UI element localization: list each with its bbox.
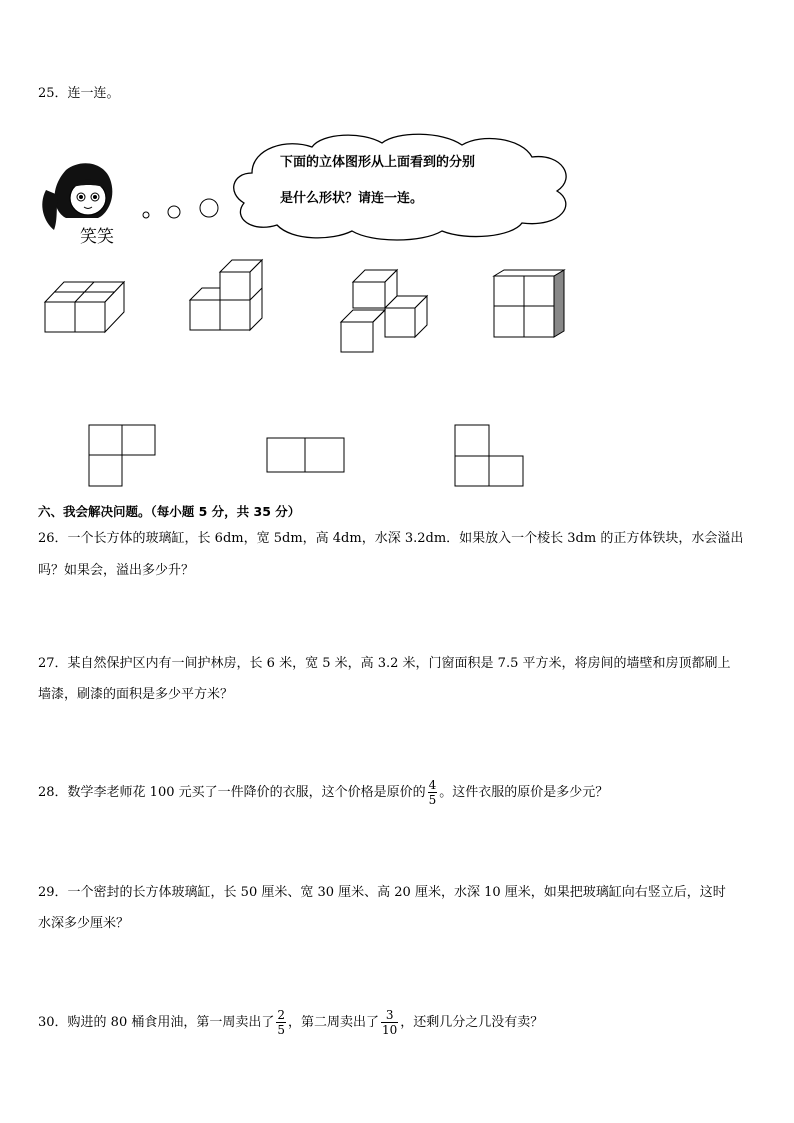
solid-figure-1	[44, 280, 129, 335]
solid-figure-4	[493, 269, 568, 339]
thought-bubble	[222, 133, 582, 241]
bubble-line-1: 下面的立体图形从上面看到的分别	[280, 155, 476, 170]
solid-figure-3	[340, 269, 430, 355]
question-30	[38, 1005, 543, 1041]
question-30-part-1: 30．购进的 80 桶食用油，第一周卖出了	[38, 1015, 275, 1030]
question-30-part-2: ，第二周卖出了	[288, 1015, 380, 1030]
fraction-denominator: 5	[277, 1023, 285, 1037]
top-view-2	[266, 437, 347, 473]
fraction-4-5	[428, 778, 438, 807]
girl-caption: 笑笑	[80, 227, 114, 247]
top-view-3	[454, 424, 526, 488]
question-27-line-1: 27．某自然保护区内有一间护林房，长 6 米，宽 5 米，高 3.2 米，门窗面积是 7.5 平方米，将房间的墙壁和房顶都刷上	[38, 656, 731, 671]
fraction-numerator: 4	[428, 778, 437, 792]
question-28	[38, 775, 608, 811]
bubble-line-2: 是什么形状？请连一连。	[280, 191, 424, 206]
question-25-label: 25．连一连。	[38, 86, 120, 101]
fraction-denominator: 5	[428, 793, 437, 807]
fraction-denominator: 10	[382, 1023, 398, 1037]
fraction-3-10	[381, 1008, 398, 1037]
question-28-text-after: 。这件衣服的原价是多少元？	[439, 785, 609, 800]
thought-dots	[140, 195, 220, 225]
question-29-line-2: 水深多少厘米？	[38, 916, 130, 931]
question-29-line-1: 29．一个密封的长方体玻璃缸，长 50 厘米、宽 30 厘米、高 20 厘米，水深 10 厘米，如果把玻璃缸向右竖立后，这时	[38, 885, 726, 900]
fraction-numerator: 3	[385, 1008, 394, 1022]
fraction-numerator: 2	[277, 1008, 285, 1022]
question-28-text-before: 28．数学李老师花 100 元买了一件降价的衣服，这个价格是原价的	[38, 785, 426, 800]
question-27-line-2: 墙漆，刷漆的面积是多少平方米？	[38, 687, 234, 702]
question-26-line-1: 26．一个长方体的玻璃缸，长 6dm，宽 5dm，高 4dm，水深 3.2dm．如果放入一个棱长 3dm 的正方体铁块，水会溢出	[38, 531, 744, 546]
section-6-heading: 六、我会解决问题。（每小题 5 分，共 35 分）	[38, 504, 301, 519]
question-26-line-2: 吗？如果会，溢出多少升？	[38, 563, 195, 578]
fraction-2-5	[276, 1008, 286, 1037]
solid-figure-2	[189, 259, 264, 334]
question-30-part-3: ，还剩几分之几没有卖？	[400, 1015, 544, 1030]
top-view-1	[88, 424, 158, 488]
